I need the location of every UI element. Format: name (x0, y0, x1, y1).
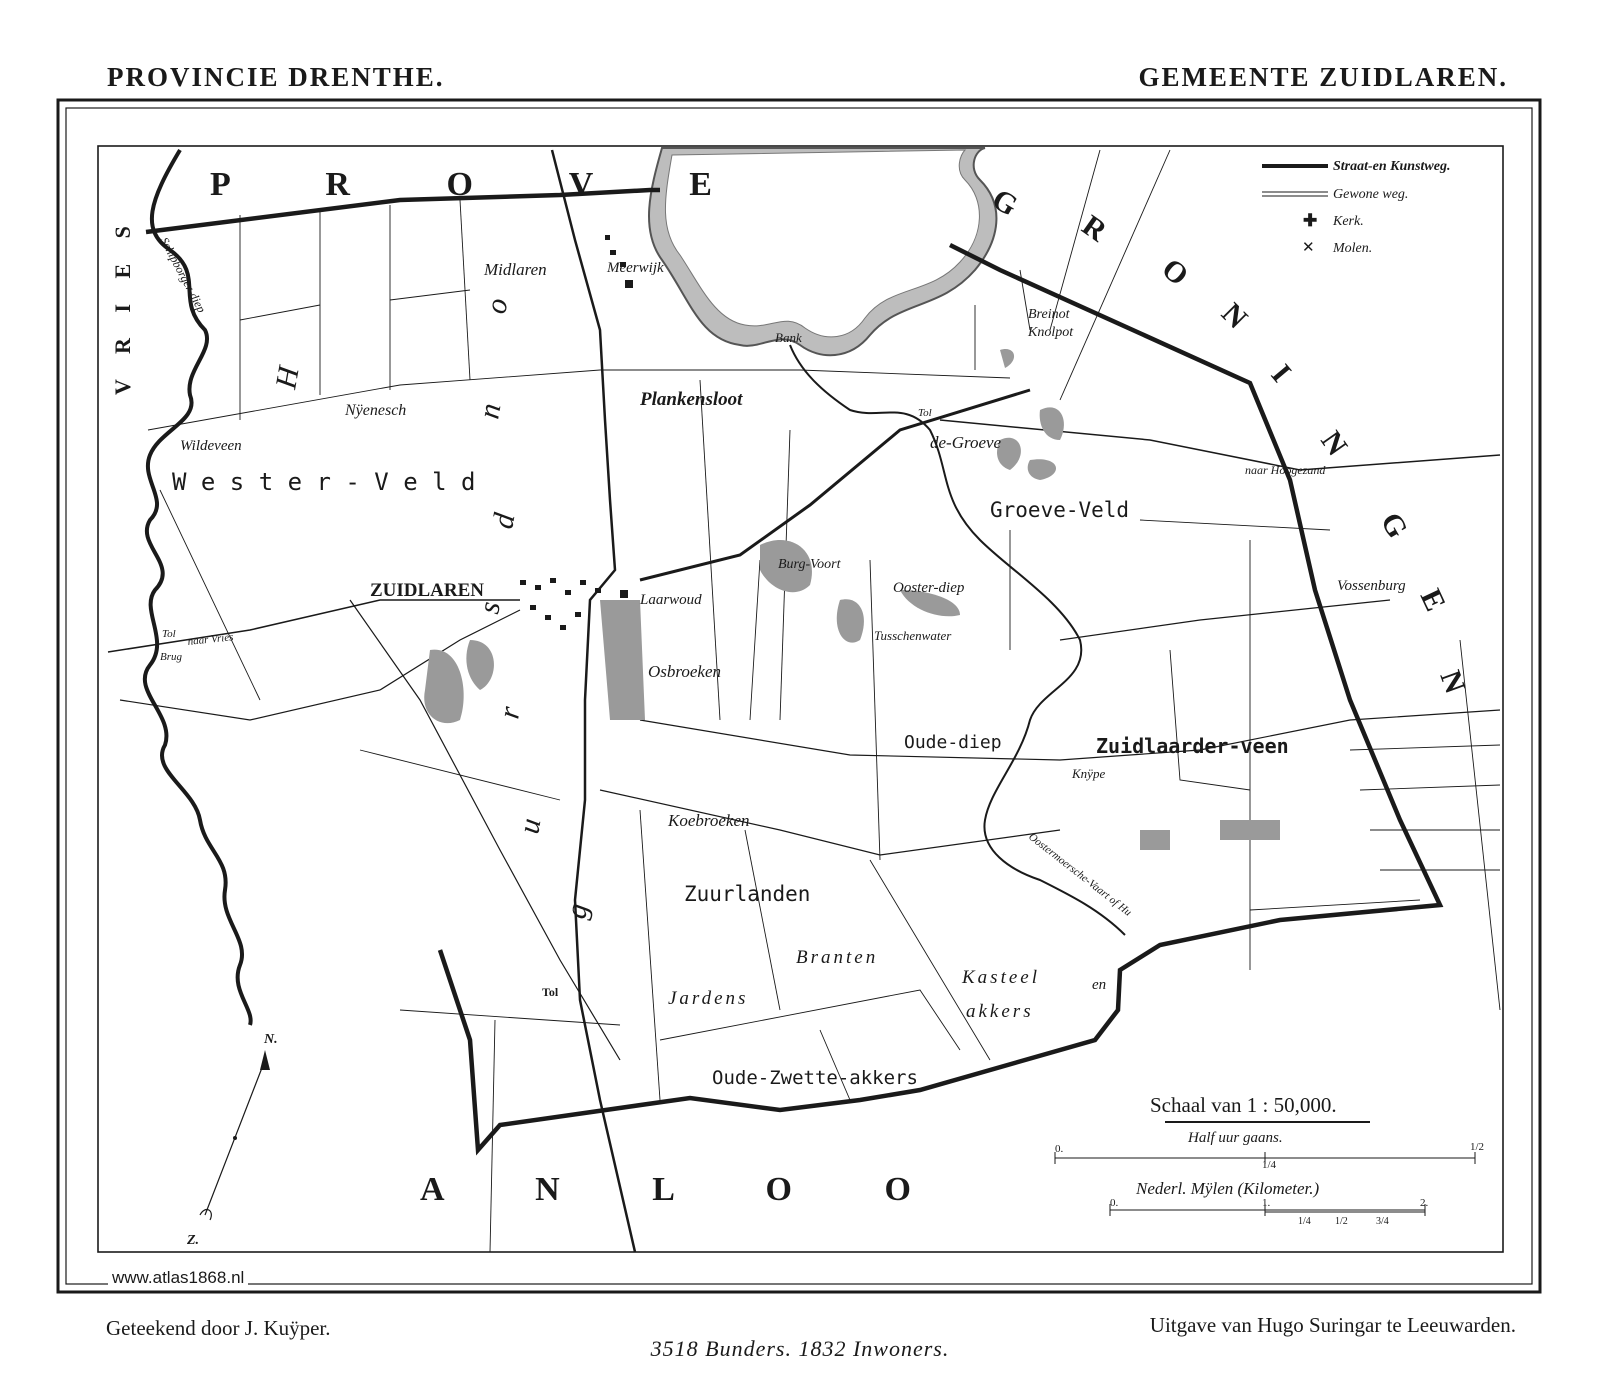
statistics: 3518 Bunders. 1832 Inwoners. (650, 1336, 950, 1361)
compass-north-label: N. (264, 1032, 278, 1047)
label-oude-diep: Oude-diep (904, 732, 1002, 753)
label-wildeveen: Wildeveen (180, 438, 242, 454)
label-de-groeve: de-Groeve (930, 433, 1002, 452)
label-jardens: Jardens (668, 988, 749, 1009)
scale-km-tick-2: 1/2 (1335, 1216, 1348, 1227)
groningen-letter: I (1264, 358, 1298, 389)
hondsrug-letter: s (472, 598, 507, 617)
label-meerwijk: Meerwijk (607, 260, 664, 276)
label-plankensloot: Plankensloot (640, 389, 743, 410)
windmill-icon: ✕ (1302, 240, 1315, 256)
label-schipborger-diep: Schipborger-diep (157, 234, 209, 315)
groningen-letter: E (1413, 584, 1453, 617)
label-akkers: akkers (966, 1001, 1034, 1022)
label-groningen (987, 182, 1472, 698)
label-knijpe: Knÿpe (1072, 766, 1106, 781)
scale-half-uur: Half uur gaans. (1188, 1130, 1283, 1146)
scale-km-tick-3: 3/4 (1376, 1216, 1389, 1227)
label-bank: Bank (775, 330, 802, 345)
label-groeve-veld: Groeve-Veld (990, 498, 1130, 522)
groningen-letter: R (1075, 208, 1113, 249)
scale-title: Schaal van 1 : 50,000. (1150, 1093, 1337, 1117)
label-tusschenwater: Tusschenwater (874, 628, 952, 643)
label-vries: V R I E S (110, 216, 135, 395)
groningen-letter: N (1215, 296, 1254, 336)
label-naar-hoogezand: naar Hoogezand (1245, 463, 1326, 477)
label-zuidlaren: ZUIDLAREN (370, 580, 485, 601)
label-breinpot: Breinot (1028, 307, 1070, 322)
hondsrug-letter: g (559, 900, 595, 922)
label-branten: Branten (796, 947, 879, 968)
label-ooster-diep: Ooster-diep (893, 580, 965, 596)
label-oostermoersche-vaart: Oostermoersche-Vaart of Hu (1026, 830, 1134, 919)
hondsrug-letter: H (269, 364, 306, 392)
province-title: PROVINCIE DRENTHE. (107, 62, 445, 92)
compass-rose (186, 1032, 278, 1248)
legend (1262, 159, 1450, 256)
scale-bar (1055, 1090, 1484, 1227)
legend-gewone-symbol (1262, 192, 1328, 196)
groningen-letter: O (1155, 252, 1195, 293)
legend-label-straat: Straat-en Kunstweg. (1333, 159, 1451, 174)
label-osbroeken: Osbroeken (648, 662, 722, 681)
settlement-dots (520, 235, 633, 630)
scale-km-tick-1: 1/4 (1298, 1216, 1311, 1227)
hondsrug-letter: d (486, 510, 522, 532)
woods (424, 349, 1280, 850)
north-arrow-icon (260, 1050, 270, 1070)
road-oostermoer (1060, 600, 1390, 640)
scale-half-tick-2: 1/2 (1470, 1141, 1485, 1153)
legend-label-molen: Molen. (1333, 241, 1373, 256)
label-knolpot: Knolpot (1028, 325, 1074, 340)
label-koebroeken: Koebroeken (668, 811, 750, 830)
label-vossenburg: Vossenburg (1337, 578, 1406, 594)
publisher: Uitgave van Hugo Suringar te Leeuwarden. (1149, 1313, 1516, 1337)
label-tol-south: Tol (542, 985, 559, 999)
groningen-letter: G (1373, 507, 1415, 544)
scale-km-tick-5: 2. (1420, 1197, 1429, 1209)
label-tol-brug-2: Brug (160, 651, 182, 663)
website-watermark: www.atlas1868.nl (108, 1268, 248, 1288)
scale-km-tick-0: 0. (1110, 1197, 1119, 1209)
cross-icon: ✚ (1303, 211, 1318, 230)
road-zuidlaren-groeve (640, 390, 1030, 580)
compass-south-label: Z. (187, 1233, 200, 1248)
hondsrug-letter: u (512, 815, 548, 837)
hondsrug-letter: n (472, 400, 508, 422)
label-zuurlanden: Zuurlanden (684, 882, 811, 906)
label-prove: P R O V E (210, 166, 756, 203)
legend-label-kerk: Kerk. (1333, 214, 1364, 229)
road-to-hoogezand (940, 420, 1500, 470)
label-nijenesch: Nÿenesch (345, 402, 407, 419)
scale-km-tick-4: 1. (1262, 1197, 1271, 1209)
municipality-title: GEMEENTE ZUIDLAREN. (1138, 62, 1508, 92)
label-kasteel: Kasteel (962, 967, 1040, 988)
label-wester-veld: W e s t e r - V e l d (172, 468, 476, 496)
groningen-letter: N (1314, 425, 1354, 462)
label-burg-voort: Burg-Voort (778, 557, 841, 572)
label-tol-groeve: Tol (918, 407, 932, 419)
label-oude-zwette-akkers: Oude-Zwette-akkers (712, 1067, 918, 1089)
hondsrug-letter: r (492, 703, 527, 722)
groningen-letter: G (986, 182, 1024, 223)
schipborger-diep-river (145, 150, 251, 1025)
legend-label-gewone: Gewone weg. (1333, 187, 1409, 202)
label-midlaren: Midlaren (484, 260, 547, 279)
scale-half-tick-0: 0. (1055, 1143, 1064, 1155)
groningen-letter: N (1433, 666, 1472, 698)
road-zuidlaren-vries (108, 600, 520, 652)
label-zuidlaarder-veen: Zuidlaarder-veen (1096, 734, 1289, 758)
label-tol-brug-1: Tol (162, 628, 176, 640)
label-anloo: A N L O O (420, 1171, 953, 1208)
scale-kilometer: Nederl. Mÿlen (Kilometer.) (1136, 1179, 1320, 1198)
hondsrug-letter: o (479, 295, 515, 317)
scale-half-tick-1: 1/4 (1262, 1159, 1277, 1171)
label-laarwoud: Laarwoud (640, 592, 702, 608)
drawn-by: Geteekend door J. Kuÿper. (106, 1316, 331, 1340)
label-en: en (1092, 977, 1107, 993)
label-naar-vries: naar Vries (187, 631, 234, 648)
